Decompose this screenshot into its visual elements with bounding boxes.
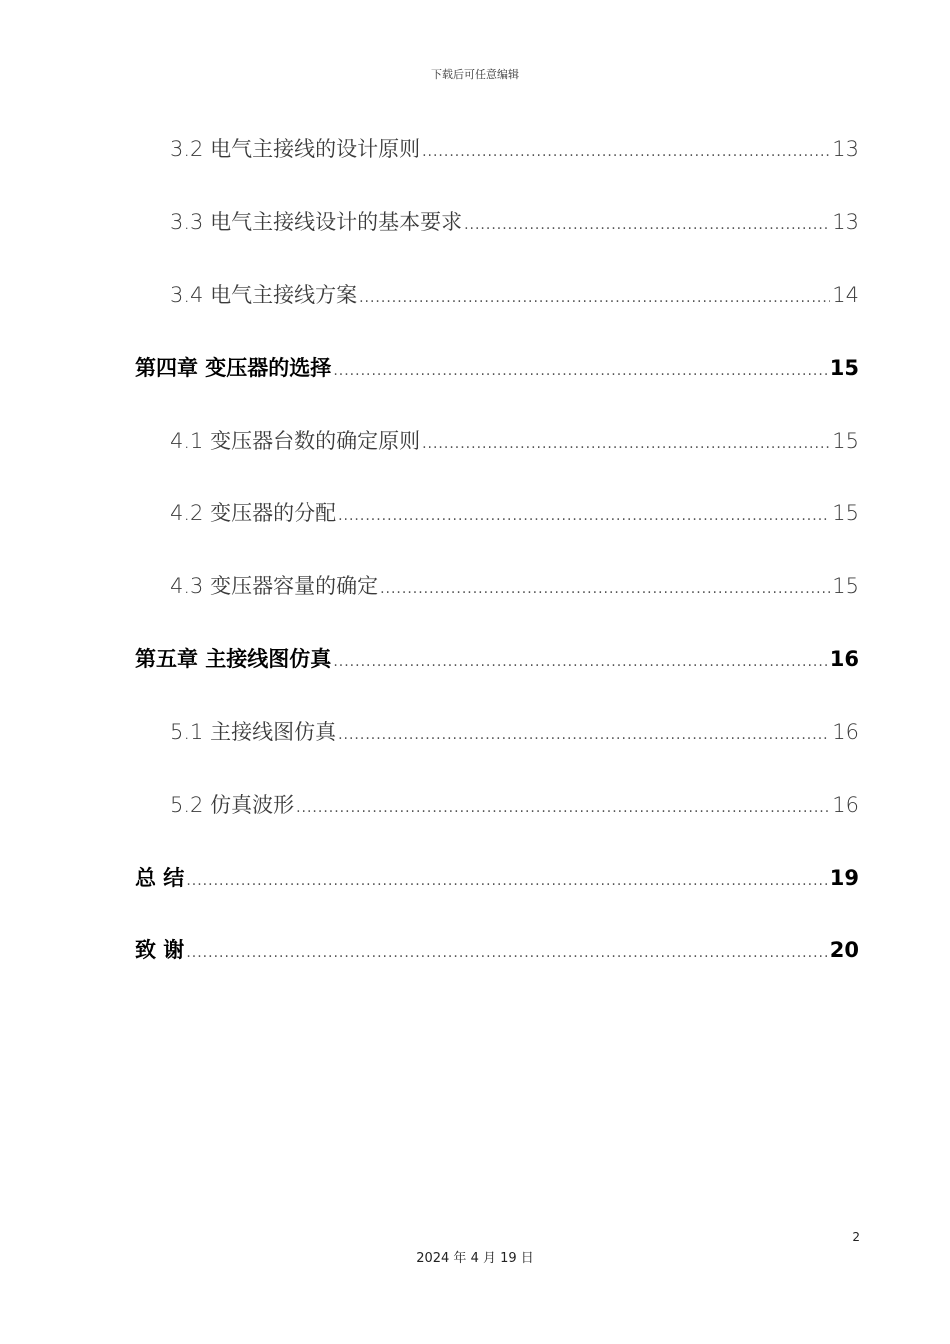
toc-entry-title: 3.3 电气主接线设计的基本要求 bbox=[170, 210, 463, 234]
toc-entry-page: 15 bbox=[832, 574, 859, 598]
toc-entry-page: 16 bbox=[832, 720, 859, 744]
toc-entry-title: 第五章 主接线图仿真 bbox=[135, 647, 332, 671]
toc-entry-title: 5.1 主接线图仿真 bbox=[170, 720, 337, 744]
toc-dot-leader bbox=[333, 647, 827, 677]
toc-chapter-entry[interactable] bbox=[135, 935, 859, 965]
page-header: 下载后可任意编辑 bbox=[431, 68, 519, 81]
toc-entry-page: 20 bbox=[829, 938, 859, 962]
toc-dot-leader bbox=[338, 720, 830, 750]
toc-dot-leader bbox=[186, 866, 827, 896]
toc-entry-page: 13 bbox=[832, 137, 859, 161]
toc-entry-title: 3.4 电气主接线方案 bbox=[170, 283, 358, 307]
toc-entry[interactable] bbox=[170, 426, 859, 456]
toc-entry-title: 4.2 变压器的分配 bbox=[170, 501, 337, 525]
toc-entry-title: 第四章 变压器的选择 bbox=[135, 356, 332, 380]
toc-entry-page: 16 bbox=[832, 793, 859, 817]
page-number: 2 bbox=[852, 1230, 860, 1244]
toc-dot-leader bbox=[422, 137, 830, 167]
toc-entry[interactable] bbox=[170, 280, 859, 310]
toc-entry[interactable] bbox=[170, 571, 859, 601]
toc-chapter-entry[interactable] bbox=[135, 863, 859, 893]
toc-dot-leader bbox=[186, 938, 827, 968]
toc-entry-title: 3.2 电气主接线的设计原则 bbox=[170, 137, 421, 161]
toc-entry-page: 16 bbox=[829, 647, 859, 671]
toc-entry[interactable] bbox=[170, 498, 859, 528]
toc-entry-title: 5.2 仿真波形 bbox=[170, 793, 295, 817]
toc-entry-title: 总 结 bbox=[135, 866, 185, 890]
toc-entry-title: 4.1 变压器台数的确定原则 bbox=[170, 429, 421, 453]
toc-chapter-entry[interactable] bbox=[135, 644, 859, 674]
toc-entry-page: 15 bbox=[829, 356, 859, 380]
toc-dot-leader bbox=[296, 793, 830, 823]
toc-entry-page: 14 bbox=[832, 283, 859, 307]
toc-dot-leader bbox=[359, 283, 830, 313]
toc-entry-page: 13 bbox=[832, 210, 859, 234]
footer-date: 2024 年 4 月 19 日 bbox=[416, 1251, 534, 1266]
toc-entry-page: 19 bbox=[829, 866, 859, 890]
toc-entry[interactable] bbox=[170, 207, 859, 237]
toc-entry-page: 15 bbox=[832, 429, 859, 453]
toc-dot-leader bbox=[464, 210, 830, 240]
toc-dot-leader bbox=[380, 574, 830, 604]
toc-entry[interactable] bbox=[170, 717, 859, 747]
toc-dot-leader bbox=[333, 356, 827, 386]
toc-entry-page: 15 bbox=[832, 501, 859, 525]
toc-dot-leader bbox=[422, 429, 830, 459]
toc-entry-title: 致 谢 bbox=[135, 938, 185, 962]
toc-entry[interactable] bbox=[170, 134, 859, 164]
toc-entry[interactable] bbox=[170, 790, 859, 820]
toc-entry-title: 4.3 变压器容量的确定 bbox=[170, 574, 379, 598]
toc-dot-leader bbox=[338, 501, 830, 531]
toc-chapter-entry[interactable] bbox=[135, 353, 859, 383]
